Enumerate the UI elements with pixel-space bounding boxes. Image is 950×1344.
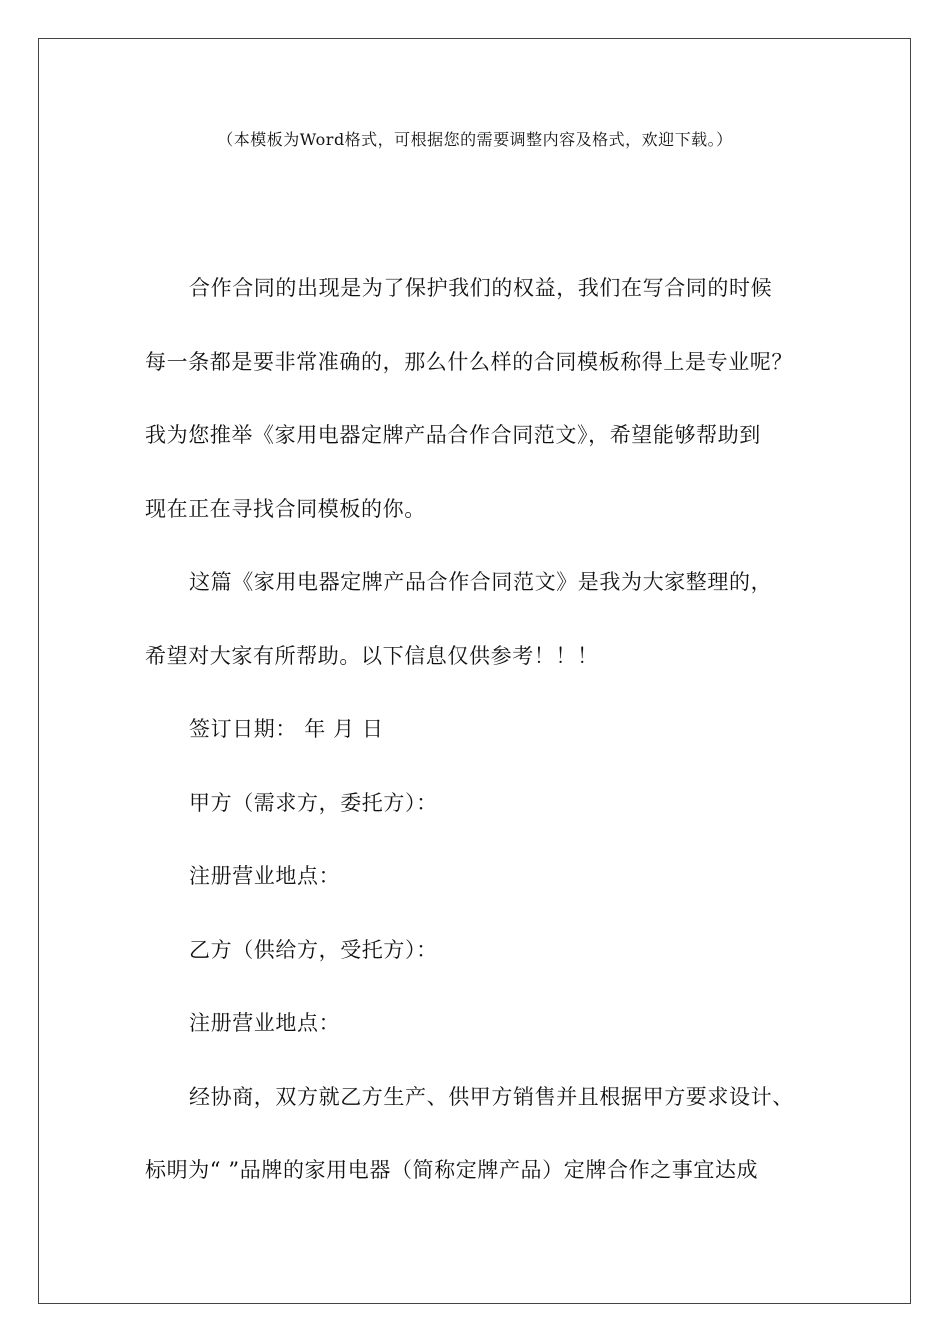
paragraph-note-line-2: 希望对大家有所帮助。以下信息仅供参考！！！ [145,643,599,668]
paragraph-intro-line-4: 现在正在寻找合同模板的你。 [145,496,426,521]
paragraph-intro-line-3: 我为您推举《家用电器定牌产品合作合同范文》，希望能够帮助到 [145,423,761,447]
paragraph-agreement-line-1: 经协商，双方就乙方生产、供甲方销售并且根据甲方要求设计、 [189,1084,794,1109]
template-note: （本模板为Word格式，可根据您的需要调整内容及格式，欢迎下载。） [217,130,733,149]
party-b-address-label: 注册营业地点： [189,1011,341,1035]
party-b-label: 乙方（供给方，受托方）： [189,937,438,962]
paragraph-note-line-1: 这篇《家用电器定牌产品合作合同范文》是我为大家整理的， [189,570,773,594]
paragraph-intro-line-2: 每一条都是要非常准确的，那么什么样的合同模板称得上是专业呢？ [145,349,793,374]
document-body [145,270,810,1226]
party-a-label: 甲方（需求方，委托方）： [189,790,438,815]
signing-date-field: 签订日期： 年 月 日 [189,717,384,741]
paragraph-intro-line-1: 合作合同的出现是为了保护我们的权益，我们在写合同的时候 [189,276,773,300]
party-a-address-label: 注册营业地点： [189,864,341,888]
paragraph-agreement-line-2: 标明为“ ”品牌的家用电器（简称定牌产品）定牌合作之事宜达成 [145,1158,759,1182]
